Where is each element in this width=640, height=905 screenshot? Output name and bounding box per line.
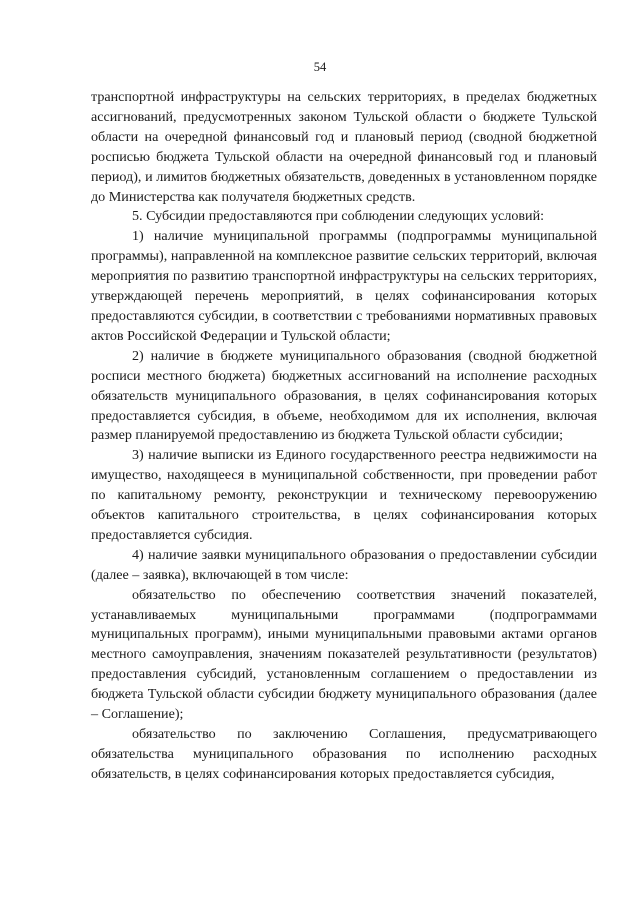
- paragraph-condition-2: 2) наличие в бюджете муниципального образования (сводной бюджетной росписи местного бюджета) бюджетных ассигнований на исполнение расходных обязательств муниципального образования, в целях софинансирования которых предоставляется субсидия, в объеме, необходимом для их исполнения, включая размер планируемой предоставлению из бюджета Тульской области субсидии;: [91, 347, 597, 444]
- page-number: 54: [313, 60, 327, 74]
- paragraph-continuation: транспортной инфраструктуры на сельских территориях, в пределах бюджетных ассигнований, предусмотренных законом Тульской области о бюджете Тульской области на очередной финансовый год и плановый период (сводной бюджетной росписью бюджета Тульской области на очередной финансовый год и плановый период), и лимитов бюджетных обязательств, доведенных в установленном порядке до Министерства как получателя бюджетных средств.: [91, 89, 597, 205]
- paragraph-condition-3: 3) наличие выписки из Единого государственного реестра недвижимости на имущество, находящееся в муниципальной собственности, при проведении работ по капитальному ремонту, реконструкции и техническому перевооружению объектов капитального строительства, в целях софинансирования которых предоставляется субсидия.: [91, 447, 597, 543]
- paragraph-obligation-indicators: обязательство по обеспечению соответствия значений показателей, устанавливаемых муниципальными программами (подпрограммами муниципальных программ), иными муниципальными правовыми актами органов местного самоуправления, значениям показателей результативности (результатов) предоставления субсидий, установленным соглашением о предоставлении из бюджета Тульской области субсидии бюджету муниципального образования (далее – Соглашение);: [91, 586, 597, 723]
- paragraph-clause-5: 5. Субсидии предоставляются при соблюдении следующих условий:: [132, 208, 545, 225]
- document-body: [91, 88, 597, 785]
- paragraph-obligation-agreement: обязательство по заключению Соглашения, предусматривающего обязательства муниципального образования по исполнению расходных обязательств, в целях софинансирования которых предоставляется субсидия,: [91, 726, 597, 782]
- paragraph-condition-4: 4) наличие заявки муниципального образования о предоставлении субсидии (далее – заявка), включающей в том числе:: [91, 546, 597, 583]
- paragraph-condition-1: 1) наличие муниципальной программы (подпрограммы муниципальной программы), направленной на комплексное развитие сельских территорий, включая мероприятия по развитию транспортной инфраструктуры на сельских территориях, утверждающей перечень мероприятий, в целях софинансирования которых предоставляются субсидии, в соответствии с требованиями нормативных правовых актов Российской Федерации и Тульской области;: [91, 228, 597, 344]
